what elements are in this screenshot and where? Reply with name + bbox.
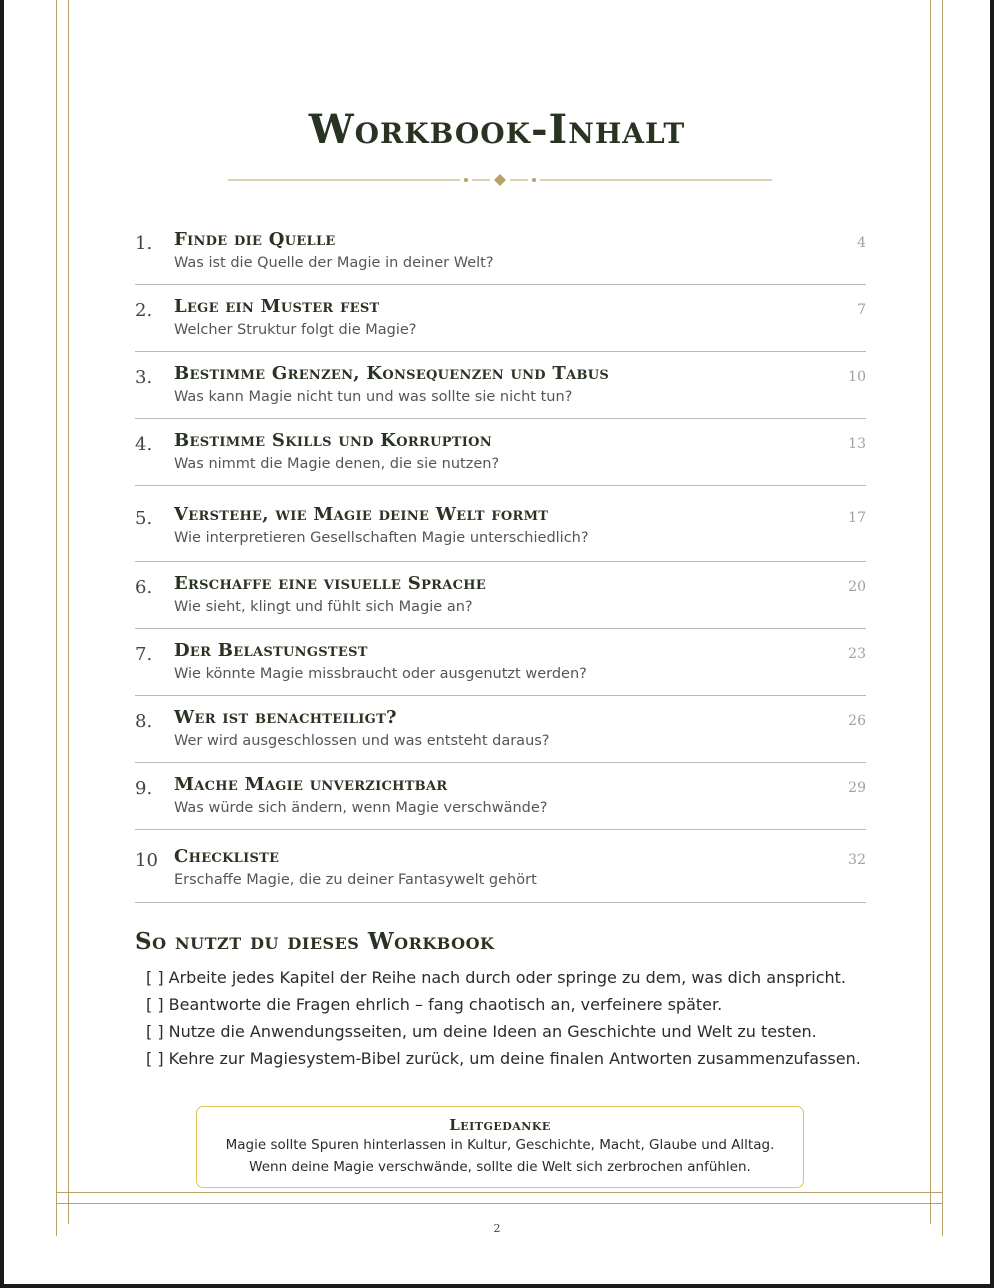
toc-item-2[interactable] — [135, 285, 866, 352]
toc-item-9[interactable] — [135, 763, 866, 830]
toc-number: 4. — [135, 434, 153, 455]
toc-page-number: 17 — [848, 510, 866, 526]
howto-checklist — [146, 964, 861, 1072]
toc-heading: Der Belastungstest — [174, 640, 368, 661]
title-divider-ornament — [228, 168, 772, 192]
toc-subtitle: Was kann Magie nicht tun und was sollte sie nicht tun? — [174, 389, 573, 405]
toc-item-1[interactable] — [135, 224, 866, 285]
frame-line-right-inner — [930, 0, 931, 1224]
toc-heading: Erschaffe eine visuelle Sprache — [174, 573, 487, 594]
toc-item-3[interactable] — [135, 352, 866, 419]
document-page — [4, 0, 990, 1284]
frame-line-bottom-lower — [56, 1203, 943, 1204]
toc-heading: Finde die Quelle — [174, 229, 336, 250]
checklist-item[interactable]: [ ] Beantworte die Fragen ehrlich – fang chaotisch an, verfeinere später. — [146, 995, 723, 1014]
toc-subtitle: Wie sieht, klingt und fühlt sich Magie an? — [174, 599, 473, 615]
toc-page-number: 10 — [848, 369, 866, 385]
toc-number: 1. — [135, 233, 153, 254]
checklist-item[interactable]: [ ] Arbeite jedes Kapitel der Reihe nach durch oder springe zu dem, was dich anspricht. — [146, 968, 847, 987]
toc-heading: Wer ist benachteiligt? — [174, 707, 397, 728]
toc-number: 8. — [135, 711, 153, 732]
howto-heading: So nutzt du dieses Workbook — [135, 928, 495, 955]
toc-number: 6. — [135, 577, 153, 598]
toc-page-number: 4 — [857, 235, 866, 251]
toc-number: 7. — [135, 644, 153, 665]
toc-number: 5. — [135, 508, 153, 529]
leitgedanke-line-1: Magie sollte Spuren hinterlassen in Kultur, Geschichte, Macht, Glaube und Alltag. — [225, 1137, 775, 1153]
frame-line-left-inner — [68, 0, 69, 1224]
toc-subtitle: Wie könnte Magie missbraucht oder ausgenutzt werden? — [174, 666, 587, 682]
toc-subtitle: Erschaffe Magie, die zu deiner Fantasywelt gehört — [174, 872, 537, 888]
toc-item-7[interactable] — [135, 629, 866, 696]
toc-number: 2. — [135, 300, 153, 321]
frame-line-right-outer — [942, 0, 943, 1236]
page-title: Workbook-Inhalt — [308, 106, 686, 153]
toc-page-number: 20 — [848, 579, 866, 595]
toc-page-number: 26 — [848, 713, 866, 729]
frame-line-bottom-upper — [56, 1192, 943, 1193]
toc-number: 10 — [135, 850, 158, 871]
toc-item-6[interactable] — [135, 562, 866, 629]
toc-page-number: 7 — [857, 302, 866, 318]
toc-subtitle: Wie interpretieren Gesellschaften Magie unterschiedlich? — [174, 530, 589, 546]
table-of-contents — [135, 224, 866, 903]
toc-heading: Bestimme Grenzen, Konsequenzen und Tabus — [174, 363, 610, 384]
leitgedanke-title: Leitgedanke — [449, 1116, 551, 1134]
toc-heading: Bestimme Skills und Korruption — [174, 430, 492, 451]
toc-page-number: 13 — [848, 436, 866, 452]
frame-line-left-outer — [56, 0, 57, 1236]
toc-subtitle: Was nimmt die Magie denen, die sie nutzen? — [174, 456, 500, 472]
leitgedanke-box — [196, 1106, 804, 1188]
toc-page-number: 29 — [848, 780, 866, 796]
toc-heading: Mache Magie unverzichtbar — [174, 774, 448, 795]
leitgedanke-line-2: Wenn deine Magie verschwände, sollte die Welt sich zerbrochen anfühlen. — [249, 1159, 751, 1175]
checklist-item[interactable]: [ ] Kehre zur Magiesystem-Bibel zurück, um deine finalen Antworten zusammenzufassen. — [146, 1049, 861, 1068]
toc-subtitle: Wer wird ausgeschlossen und was entsteht daraus? — [174, 733, 550, 749]
toc-item-10[interactable] — [135, 830, 866, 903]
toc-item-5[interactable] — [135, 486, 866, 562]
toc-heading: Lege ein Muster fest — [174, 296, 380, 317]
toc-heading: Checkliste — [174, 846, 280, 867]
toc-subtitle: Was würde sich ändern, wenn Magie verschwände? — [174, 800, 548, 816]
toc-heading: Verstehe, wie Magie deine Welt formt — [174, 504, 549, 525]
toc-number: 3. — [135, 367, 153, 388]
toc-page-number: 23 — [848, 646, 866, 662]
toc-number: 9. — [135, 778, 153, 799]
toc-item-8[interactable] — [135, 696, 866, 763]
toc-item-4[interactable] — [135, 419, 866, 486]
page-number: 2 — [493, 1222, 501, 1235]
toc-page-number: 32 — [848, 852, 866, 868]
checklist-item[interactable]: [ ] Nutze die Anwendungsseiten, um deine Ideen an Geschichte und Welt zu testen. — [146, 1022, 817, 1041]
toc-subtitle: Was ist die Quelle der Magie in deiner Welt? — [174, 255, 494, 271]
toc-subtitle: Welcher Struktur folgt die Magie? — [174, 322, 417, 338]
